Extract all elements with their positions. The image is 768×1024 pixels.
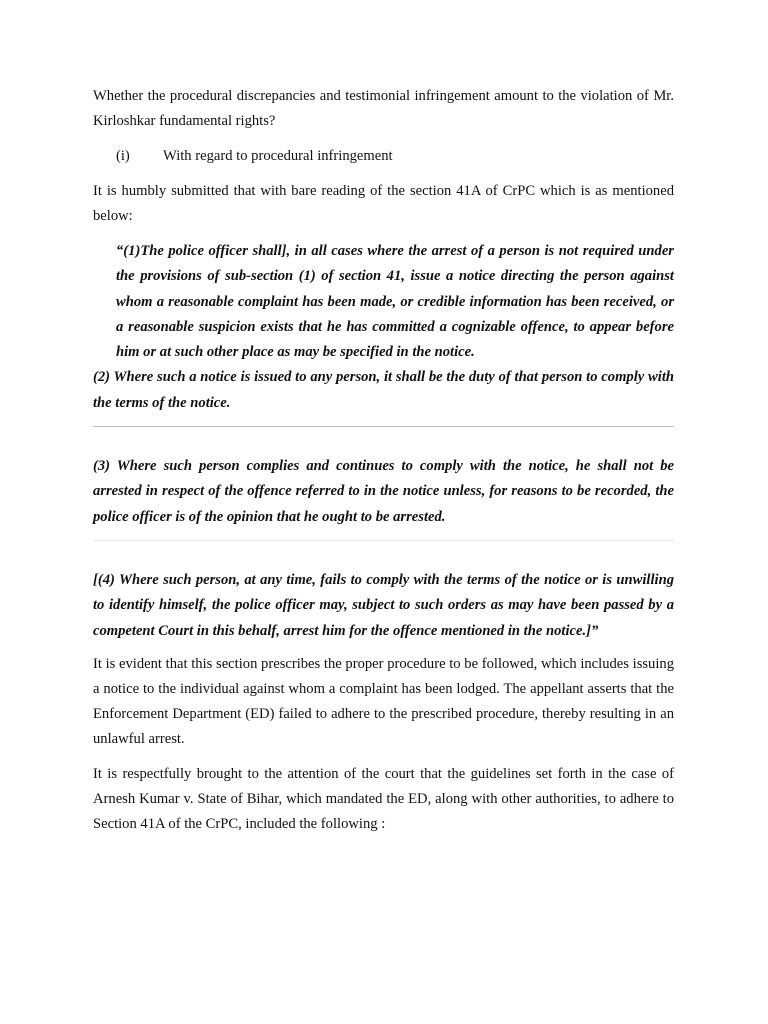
divider bbox=[93, 540, 674, 541]
evident-paragraph: It is evident that this section prescribes the proper procedure to be followed, which includes issuing a notice to the individual against whom a complaint has been lodged. The appellant asserts that the Enforcement Department (ED) failed to adhere to the prescribed procedure, thereby resulting in an unlawful arrest. bbox=[93, 655, 674, 747]
quote-subsection-2: (2) Where such a notice is issued to any person, it shall be the duty of that person to comply with the terms of the notice. bbox=[93, 369, 674, 411]
list-item bbox=[93, 144, 674, 169]
arnesh-paragraph: It is respectfully brought to the attention of the court that the guidelines set forth in the case of Arnesh Kumar v. State of Bihar, which mandated the ED, along with other authorities, to adhere to Section 41A of the CrPC, included the following : bbox=[93, 765, 674, 832]
quote-subsection-4: [(4) Where such person, at any time, fails to comply with the terms of the notice or is unwilling to identify himself, the police officer may, subject to such orders as may have been passed by a competent Court in this behalf, arrest him for the offence mentioned in the notice.]” bbox=[93, 571, 674, 639]
quote-subsection-3: (3) Where such person complies and continues to comply with the notice, he shall not be arrested in respect of the offence referred to in the notice unless, for reasons to be recorded, the police officer is of the opinion that he ought to be arrested. bbox=[93, 458, 674, 525]
list-text: With regard to procedural infringement bbox=[163, 148, 393, 164]
question-paragraph: Whether the procedural discrepancies and testimonial infringement amount to the violation of Mr. Kirloshkar fundamental rights? bbox=[93, 88, 674, 129]
divider bbox=[93, 426, 674, 427]
list-number: (i) bbox=[116, 148, 130, 164]
quote-subsection-1: “(1)The police officer shall], in all cases where the arrest of a person is not required under the provisions of sub-section (1) of section 41, issue a notice directing the person against whom a reasonable complaint has been made, or credible information has been received, or a reasonable suspicion exists that he has committed a cognizable offence, to appear before him or at such other place as may be specified in the notice. bbox=[116, 243, 674, 361]
document-page bbox=[93, 84, 674, 837]
intro-paragraph: It is humbly submitted that with bare reading of the section 41A of CrPC which is as mentioned below: bbox=[93, 183, 674, 224]
